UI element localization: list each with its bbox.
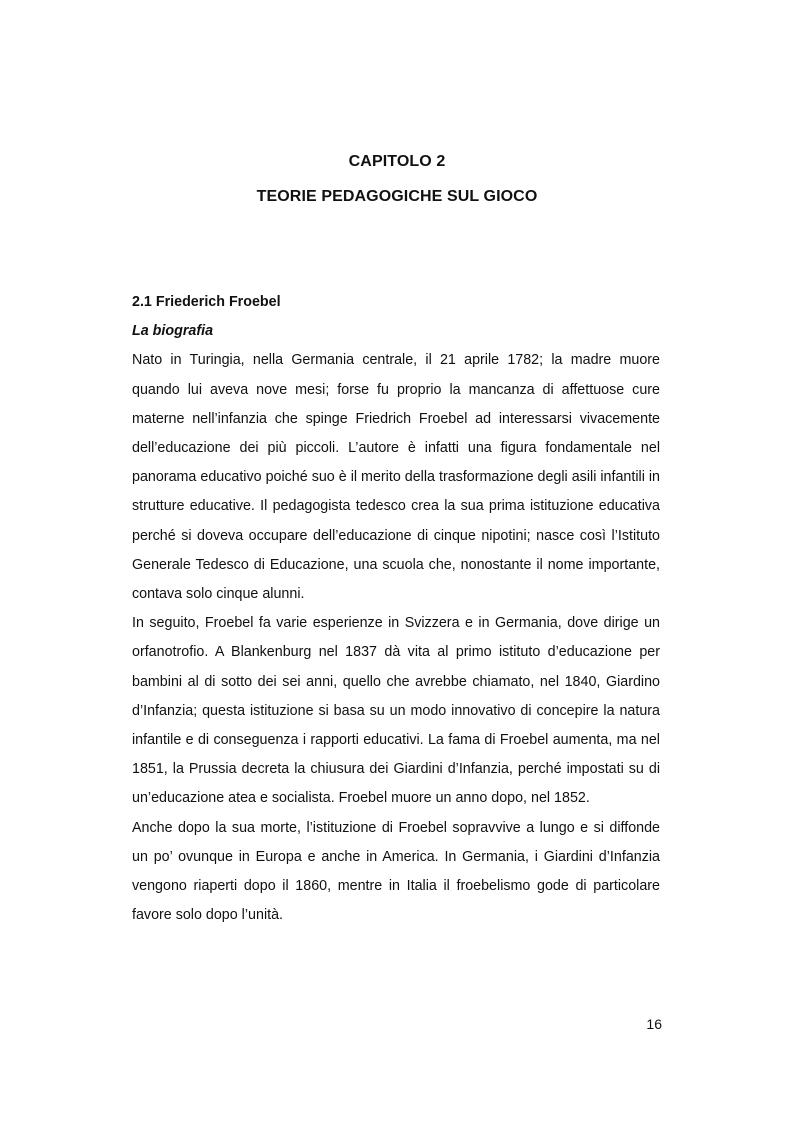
paragraph-1: Nato in Turingia, nella Germania centrale, il 21 aprile 1782; la madre muore quando lui aveva nove mesi; forse fu proprio la mancanza di affettuose cure materne nell’infanzia che spinge Friedrich Froebel ad interessarsi vivacemente dell’educazione dei più piccoli. L’autore è infatti una figura fondamentale nel panorama educativo poiché suo è il merito della trasformazione degli asili infantili in strutture educative. Il pedagogista tedesco crea la sua prima istituzione educativa perché si doveva occupare dell’educazione di cinque nipotini; nasce così l’Istituto Generale Tedesco di Educazione, una scuola che, nonostante il nome importante, contava solo cinque alunni.	[132, 352, 660, 603]
section-heading: 2.1 Friederich Froebel	[132, 294, 281, 310]
paragraph-3: Anche dopo la sua morte, l’istituzione di Froebel sopravvive a lungo e si diffonde un po’ ovunque in Europa e anche in America. In Germania, i Giardini d’Infanzia vengono riaperti dopo il 1860, mentre in Italia il froebelismo gode di particolare favore solo dopo l’unità.	[132, 819, 660, 924]
paragraph-2: In seguito, Froebel fa varie esperienze in Svizzera e in Germania, dove dirige un orfanotrofio. A Blankenburg nel 1837 dà vita al primo istituto d’educazione per bambini al di sotto dei sei anni, quello che avrebbe chiamato, nel 1840, Giardino d’Infanzia; questa istituzione si basa su un modo innovativo di concepire la natura infantile e di conseguenza i rapporti educativi. La fama di Froebel aumenta, ma nel 1851, la Prussia decreta la chiusura dei Giardini d’Infanzia, perché impostati su di un’educazione atea e socialista. Froebel muore un anno dopo, nel 1852.	[132, 615, 660, 807]
chapter-title: TEORIE PEDAGOGICHE SUL GIOCO	[256, 188, 538, 205]
chapter-label: CAPITOLO 2	[348, 153, 446, 170]
subsection-heading: La biografia	[132, 323, 214, 340]
page-number: 16	[646, 1016, 662, 1032]
section-body	[132, 288, 660, 930]
